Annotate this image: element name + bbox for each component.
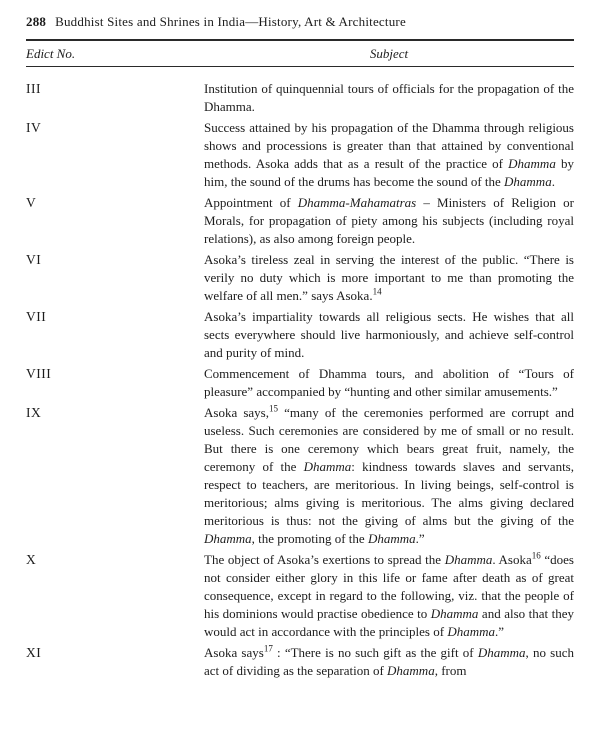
edict-subject: Commencement of Dhamma tours, and abolition of “Tours of pleasure” accompanied by “hunting and other similar amusements.” bbox=[204, 366, 574, 399]
edict-number: IX bbox=[26, 404, 42, 420]
edict-subject: Asoka says,$^{15}$ “many of the ceremonies performed are corrupt and useless. Such ceremonies are considered by me of small or no result. But there is one ceremony which bears great fruit, namely, the ceremony of the Dhamma: kindness towards slaves and servants, respect to teachers, are meritorious. In living beings, self-control is meritorious; alms giving is meritorious. The alms giving declared meritorious is thus: not the giving of alms but the giving of the Dhamma, the promoting of the Dhamma.” bbox=[204, 403, 574, 546]
edict-subject: Asoka says$^{17}$ : “There is no such gift as the gift of Dhamma, no such act of dividing as the separation of Dhamma, from bbox=[204, 643, 574, 678]
edict-number: VI bbox=[26, 251, 42, 267]
table-row bbox=[26, 194, 574, 248]
edict-number: VIII bbox=[26, 365, 52, 381]
column-header-edict-no: Edict No. bbox=[26, 46, 76, 61]
column-header-subject: Subject bbox=[369, 46, 409, 61]
edict-subject: Asoka’s tireless zeal in serving the interest of the public. “There is verily no duty which is more important to me than promoting the welfare of all men.” says Asoka.$^{14}$ bbox=[204, 252, 574, 303]
page-header bbox=[26, 14, 574, 30]
edict-number: V bbox=[26, 194, 37, 210]
table-row bbox=[26, 551, 574, 641]
table-row bbox=[26, 644, 574, 680]
table-row bbox=[26, 251, 574, 305]
edict-subject: Success attained by his propagation of the Dhamma through religious shows and processions is greater than that attained by conventional methods. Asoka adds that as a result of the practice of Dhamma by him, the sound of the drums has become the sound of the Dhamma. bbox=[204, 120, 574, 189]
table-row bbox=[26, 119, 574, 191]
book-title: Buddhist Sites and Shrines in India—History, Art & Architecture bbox=[55, 14, 406, 29]
table-row bbox=[26, 80, 574, 116]
edict-number: III bbox=[26, 80, 41, 96]
edict-number: X bbox=[26, 551, 37, 567]
table-row bbox=[26, 404, 574, 548]
edict-subject: Institution of quinquennial tours of officials for the propagation of the Dhamma. bbox=[204, 81, 574, 114]
edict-number: VII bbox=[26, 308, 47, 324]
edict-subject: Asoka’s impartiality towards all religious sects. He wishes that all sects everywhere should live harmoniously, and achieve self-control and purity of mind. bbox=[204, 309, 574, 360]
edict-number: IV bbox=[26, 119, 42, 135]
edict-table-body bbox=[26, 67, 574, 680]
edict-number: XI bbox=[26, 644, 42, 660]
edict-subject: The object of Asoka’s exertions to spread the Dhamma. Asoka$^{16}$ “does not consider either glory in this life or fame after death as of great consequence, except in regard to the following, viz. that the people of his dominions would practise obedience to Dhamma and also that they would act in accordance with the principles of Dhamma.” bbox=[204, 550, 574, 639]
edict-subject: Appointment of Dhamma-Mahamatras – Ministers of Religion or Morals, for propagation of piety among his subjects (including royal relations), as also among foreign people. bbox=[204, 195, 575, 246]
table-header-row bbox=[26, 41, 574, 66]
page-number: 288 bbox=[26, 14, 47, 29]
table-row bbox=[26, 365, 574, 401]
table-row bbox=[26, 308, 574, 362]
